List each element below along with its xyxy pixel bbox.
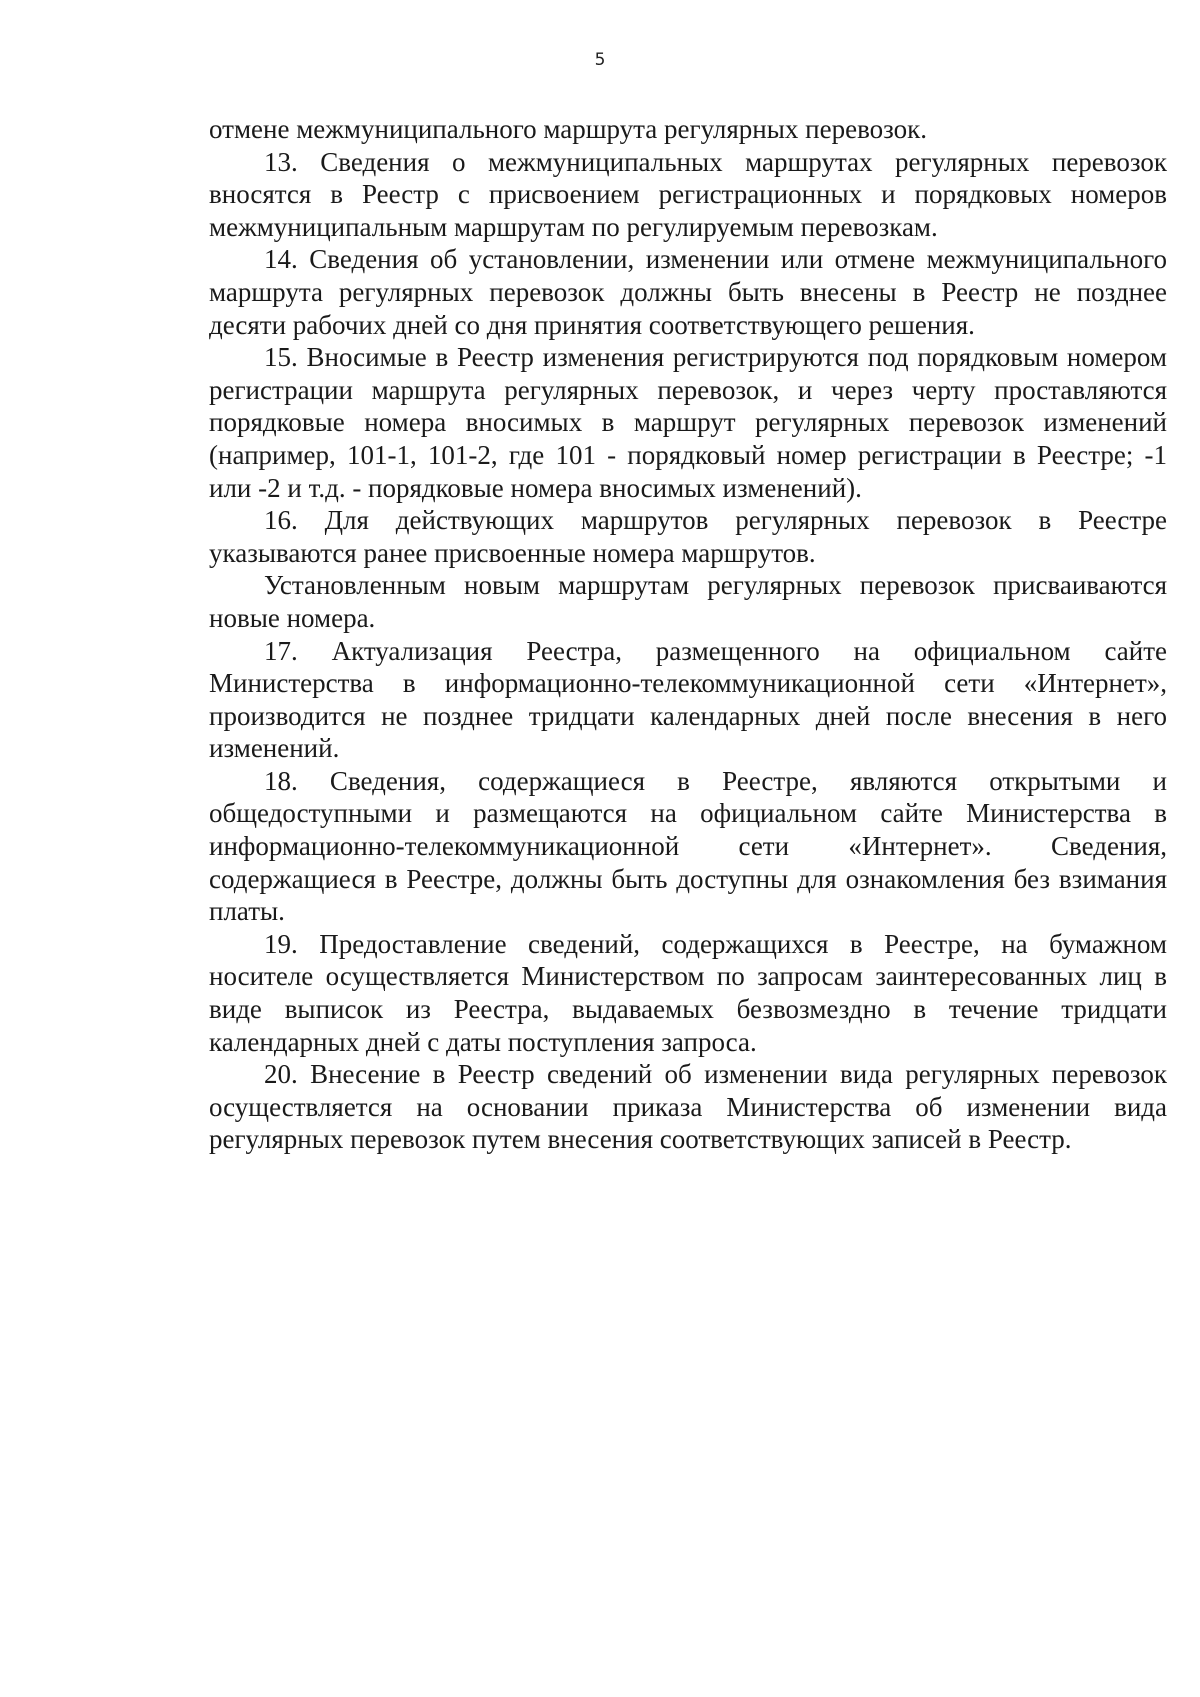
paragraph-16: 16. Для действующих маршрутов регулярных перевозок в Реестре указываются ранее присвоенные номера маршрутов. (209, 505, 1167, 568)
paragraph-15: 15. Вносимые в Реестр изменения регистрируются под порядковым номером регистрации маршрута регулярных перевозок, и через черту проставляются порядковые номера вносимых в маршрут регулярных перевозок изменений (например, 101-1, 101-2, где 101 - порядковый номер регистрации в Реестре; -1 или -2 и т.д. - порядковые номера вносимых изменений). (209, 342, 1167, 503)
paragraph-14: 14. Сведения об установлении, изменении или отмене межмуниципального маршрута регулярных перевозок должны быть внесены в Реестр не позднее десяти рабочих дней со дня принятия соответствующего решения. (209, 244, 1167, 340)
paragraph-18: 18. Сведения, содержащиеся в Реестре, являются открытыми и общедоступными и размещаются на официальном сайте Министерства в информационно-телекоммуникационной сети «Интернет». Сведения, содержащиеся в Реестре, должны быть доступны для ознакомления без взимания платы. (209, 765, 1167, 927)
paragraph-13: 13. Сведения о межмуниципальных маршрутах регулярных перевозок вносятся в Реестр с присвоением регистрационных и порядковых номеров межмуниципальным маршрутам по регулируемым перевозкам. (209, 146, 1167, 242)
page-number: 5 (594, 50, 606, 70)
document-body (209, 113, 1167, 1156)
paragraph-continuation: отмене межмуниципального маршрута регулярных перевозок. (209, 114, 928, 144)
paragraph-20: 20. Внесение в Реестр сведений об изменении вида регулярных перевозок осуществляется на основании приказа Министерства об изменении вида регулярных перевозок путем внесения соответствующих записей в Реестр. (209, 1059, 1167, 1155)
paragraph-17: 17. Актуализация Реестра, размещенного на официальном сайте Министерства в информационно-телекоммуникационной сети «Интернет», производится не позднее тридцати календарных дней после внесения в него изменений. (209, 635, 1167, 764)
paragraph-19: 19. Предоставление сведений, содержащихся в Реестре, на бумажном носителе осуществляется Министерством по запросам заинтересованных лиц в виде выписок из Реестра, выдаваемых безвозмездно в течение тридцати календарных дней с даты поступления запроса. (209, 928, 1167, 1057)
paragraph-16-continued: Установленным новым маршрутам регулярных перевозок присваиваются новые номера. (209, 570, 1167, 633)
